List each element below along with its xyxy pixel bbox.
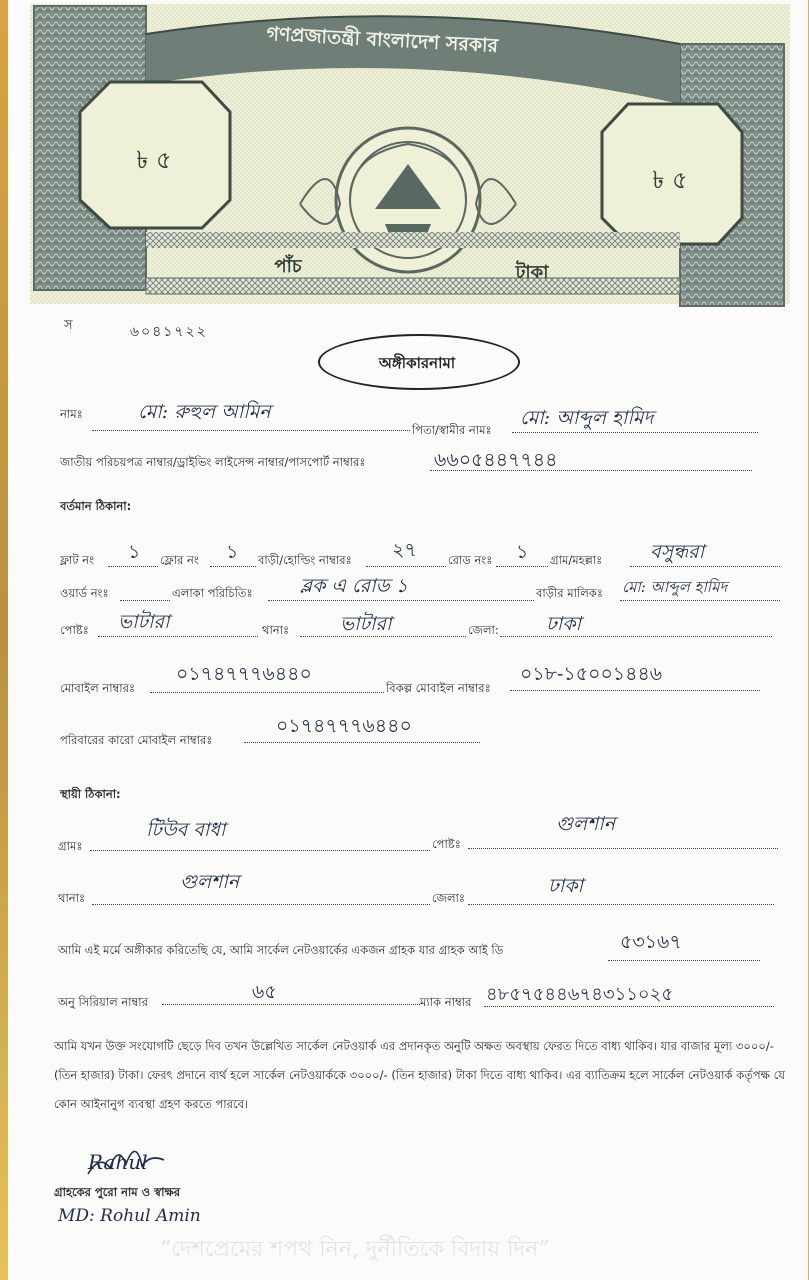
p-thana-line [92,904,430,905]
owner-label: বাড়ীর মালিকঃ [536,586,603,600]
house-label: বাড়ী/হোল্ডিং নাম্বারঃ [258,553,352,567]
district-label: জেলা: [468,623,499,637]
name-label: নামঃ [60,407,83,421]
name-value: মো: রুহুল আমিন [138,401,271,423]
ward-line [120,600,170,601]
footer-motto: “দেশপ্রেমের শপথ নিন, দুর্নীতিকে বিদায় দিন” [160,1237,550,1262]
road-value: ১ [516,541,529,563]
serial-number: ৬০৪১৭২২ [130,324,208,340]
nid-value: ৬৬০৫৪৪৭৭৪৪ [434,449,558,471]
area-label: এলাকা পরিচিতিঃ [172,586,253,600]
mobile-value: ০১৭৪৭৭৭৬৪৪০ [176,663,312,685]
onu-value: ৬৫ [252,981,277,1003]
p-village-line [90,850,430,851]
post-value: ভাটারা [118,611,170,633]
flat-label: ফ্লাট নং [60,553,95,567]
signature: Rahul [88,1150,148,1174]
owner-value: মো: আব্দুল হামিদ [622,578,728,596]
customer-id-line [608,960,760,961]
district-line [500,636,772,637]
family-mobile-value: ০১৭৪৭৭৭৬৪৪০ [276,715,412,737]
mac-value: ৪৮৫৭৫৪৪৬৭৪৩১১০২৫ [486,984,674,1005]
alt-mobile-label: বিকল্প মোবাইল নাম্বারঃ [386,681,491,695]
mac-label: ম্যাক নাম্বার [420,995,472,1009]
alt-mobile-value: ০১৮-১৫০০১৪৪৬ [520,663,663,685]
nid-label: জাতীয় পরিচয়পত্র নাম্বার/ড্রাইভিং লাইসেন্স নাম্বার/পাসপোর্ট নাম্বারঃ [60,455,366,469]
village-label: গ্রাম/মহল্লাঃ [550,553,603,567]
present-address-heading: বর্তমান ঠিকানা: [60,499,132,513]
p-thana-label: থানাঃ [58,891,86,905]
mobile-label: মোবাইল নাম্বারঃ [60,681,136,695]
house-value: ২৭ [392,539,417,561]
p-village-label: গ্রামঃ [58,839,83,853]
floor-value: ১ [226,541,239,563]
p-district-line [468,904,774,905]
mobile-line [150,692,384,693]
flat-value: ১ [128,541,141,563]
name-line [92,430,410,431]
village-value: বসুন্ধরা [650,541,705,563]
p-post-line [468,848,778,849]
post-label: পোষ্টঃ [60,623,89,637]
declaration-text: আমি এই মর্মে অঙ্গীকার করিতেছি যে, আমি সার্কেল নেটওয়ার্কের একজন গ্রাহক যার গ্রাহক আই ডি [58,943,504,957]
father-value: মো: আব্দুল হামিদ [520,407,654,429]
serial-prefix: স [64,318,73,333]
family-mobile-label: পরিবারের কারো মোবাইল নাম্বারঃ [60,733,213,747]
thana-value: ভাটারা [340,613,392,635]
p-district-label: জেলাঃ [432,891,465,905]
customer-id-value: ৫৩১৬৭ [620,931,682,953]
stamp-word-left: পাঁচ [274,256,302,277]
permanent-address-heading: স্থায়ী ঠিকানা: [60,787,121,801]
ward-label: ওয়ার্ড নংঃ [60,586,109,600]
onu-label: অনু সিরিয়াল নাম্বার [58,995,148,1009]
background-edge [0,0,8,1280]
stamp-value-left: ৳ ৫ [136,146,172,174]
floor-label: ফ্লোর নং [160,553,199,567]
p-village-value: টিউব বাধা [146,819,226,841]
stamp-header: গণপ্রজাতন্ত্রী বাংলাদেশ সরকার [265,22,499,58]
document-title: অঙ্গীকারনামা [378,354,456,372]
customer-name-signed: MD: Rohul Amin [58,1206,201,1226]
undertaking-paragraph: আমি যখন উক্ত সংযোগটি ছেড়ে দিব তখন উল্লেখিত সার্কেল নেটওয়ার্ক এর প্রদানকৃত অনুটি অক্ষত অবস্থায় ফেরত দিতে বাধ্য থাকিব। যার বাজার মূল্য ৩০০০/- (তিন হাজার) টাকা। ফেরৎ প্রদানে ব্যর্থ হলে সার্কেল নেটওয়ার্ককে ৩০০০/- (তিন হাজার) টাকা দিতে বাধ্য থাকিব। এর ব্যাতিক্রম হলে সার্কেল নেটওয়ার্ক কর্তৃপক্ষ যে কোন আইনানুগ ব্যবস্থা গ্রহণ করতে পারবে। [54,1039,785,1111]
revenue-stamp [30,4,790,310]
p-post-label: পোষ্টঃ [432,837,461,851]
road-label: রোড নংঃ [448,553,493,567]
p-post-value: গুলশান [556,813,616,835]
area-value: ব্লক এ রোড ১ [300,575,408,597]
stamp-value-right: ৳ ৫ [652,166,688,194]
onu-line [162,1004,420,1005]
p-thana-value: গুলশান [180,871,240,893]
stamp-word-right: টাকা [515,262,549,283]
thana-label: থানাঃ [262,623,290,637]
signature-label: গ্রাহকের পুরো নাম ও স্বাক্ষর [54,1185,181,1199]
district-value: ঢাকা [546,613,582,635]
p-district-value: ঢাকা [548,875,584,897]
father-label: পিতা/স্বামীর নামঃ [412,423,492,437]
